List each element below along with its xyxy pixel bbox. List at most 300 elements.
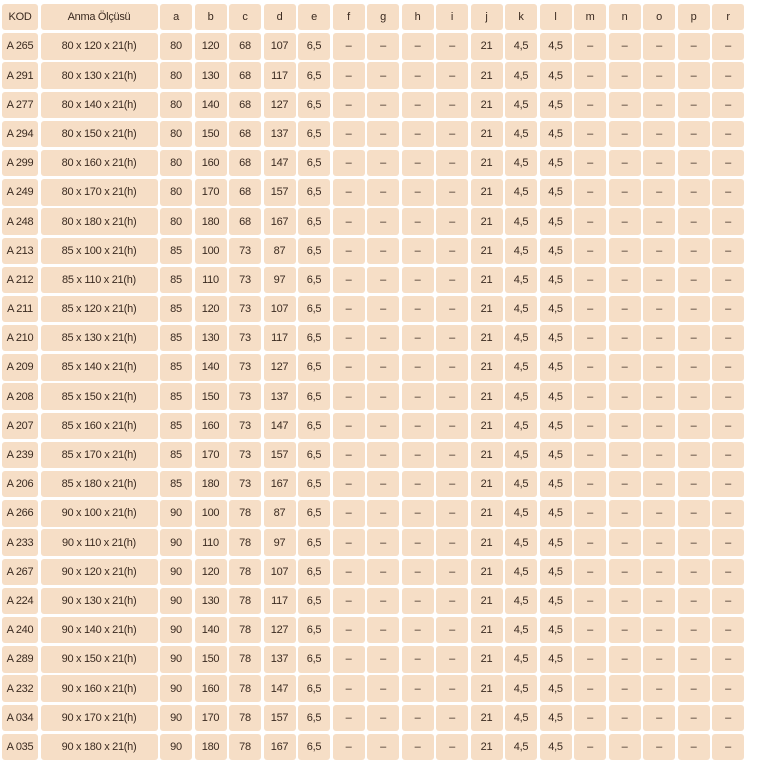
table-cell: 4,5 <box>505 354 537 380</box>
table-cell: 68 <box>229 121 261 147</box>
table-cell: 85 <box>160 354 192 380</box>
table-cell: – <box>367 354 399 380</box>
table-cell: 73 <box>229 471 261 497</box>
row-code-cell: A 207 <box>2 413 38 439</box>
table-cell: – <box>678 471 710 497</box>
table-cell: – <box>574 383 606 409</box>
table-cell: 4,5 <box>540 121 572 147</box>
table-cell: – <box>333 150 365 176</box>
table-cell: – <box>609 238 641 264</box>
table-cell: 4,5 <box>540 413 572 439</box>
table-cell: – <box>333 267 365 293</box>
table-cell: – <box>643 413 675 439</box>
column-header: n <box>609 4 641 30</box>
table-cell: 4,5 <box>540 442 572 468</box>
table-cell: 147 <box>264 150 296 176</box>
table-cell: 73 <box>229 238 261 264</box>
table-cell: – <box>574 121 606 147</box>
table-cell: – <box>333 529 365 555</box>
table-cell: 90 x 160 x 21(h) <box>41 675 158 701</box>
table-cell: 160 <box>195 413 227 439</box>
table-cell: 21 <box>471 121 503 147</box>
table-cell: 73 <box>229 442 261 468</box>
table-cell: 4,5 <box>540 734 572 760</box>
table-cell: – <box>436 734 468 760</box>
table-cell: – <box>436 92 468 118</box>
table-cell: 78 <box>229 675 261 701</box>
table-cell: 85 x 160 x 21(h) <box>41 413 158 439</box>
table-cell: 4,5 <box>505 529 537 555</box>
table-cell: – <box>402 354 434 380</box>
table-cell: – <box>643 529 675 555</box>
table-cell: 140 <box>195 92 227 118</box>
table-cell: – <box>678 121 710 147</box>
table-cell: – <box>333 354 365 380</box>
table-cell: 4,5 <box>540 208 572 234</box>
table-cell: 78 <box>229 588 261 614</box>
table-cell: – <box>678 734 710 760</box>
table-cell: 85 <box>160 238 192 264</box>
row-code-cell: A 233 <box>2 529 38 555</box>
table-cell: 78 <box>229 646 261 672</box>
table-cell: 4,5 <box>505 62 537 88</box>
table-cell: 6,5 <box>298 325 330 351</box>
table-cell: – <box>574 500 606 526</box>
table-cell: 21 <box>471 646 503 672</box>
table-cell: 68 <box>229 150 261 176</box>
table-cell: 73 <box>229 413 261 439</box>
table-cell: 21 <box>471 734 503 760</box>
table-cell: – <box>712 179 744 205</box>
table-cell: – <box>402 296 434 322</box>
table-cell: – <box>574 588 606 614</box>
table-cell: – <box>574 150 606 176</box>
table-cell: – <box>436 383 468 409</box>
table-cell: 78 <box>229 705 261 731</box>
table-cell: 4,5 <box>540 296 572 322</box>
column-header: e <box>298 4 330 30</box>
table-cell: 4,5 <box>540 705 572 731</box>
table-cell: – <box>402 33 434 59</box>
table-cell: 170 <box>195 179 227 205</box>
table-cell: – <box>402 267 434 293</box>
table-cell: 73 <box>229 267 261 293</box>
table-cell: – <box>402 588 434 614</box>
table-cell: – <box>678 588 710 614</box>
table-cell: 4,5 <box>505 238 537 264</box>
table-cell: – <box>609 92 641 118</box>
table-cell: – <box>574 617 606 643</box>
table-cell: – <box>574 705 606 731</box>
table-cell: 4,5 <box>540 92 572 118</box>
table-cell: – <box>678 529 710 555</box>
table-cell: – <box>678 559 710 585</box>
table-cell: 6,5 <box>298 92 330 118</box>
table-cell: – <box>402 121 434 147</box>
table-cell: 78 <box>229 529 261 555</box>
table-cell: 90 x 140 x 21(h) <box>41 617 158 643</box>
table-cell: – <box>402 92 434 118</box>
table-cell: 85 <box>160 413 192 439</box>
table-cell: – <box>678 675 710 701</box>
table-cell: 21 <box>471 675 503 701</box>
table-cell: 4,5 <box>540 588 572 614</box>
table-cell: – <box>712 383 744 409</box>
table-cell: – <box>643 617 675 643</box>
table-cell: – <box>367 296 399 322</box>
table-cell: 6,5 <box>298 150 330 176</box>
table-cell: – <box>402 617 434 643</box>
table-cell: – <box>678 208 710 234</box>
column-header: j <box>471 4 503 30</box>
table-cell: – <box>436 121 468 147</box>
table-cell: 107 <box>264 33 296 59</box>
table-cell: – <box>436 529 468 555</box>
table-cell: 21 <box>471 238 503 264</box>
table-cell: 85 x 150 x 21(h) <box>41 383 158 409</box>
table-cell: 120 <box>195 559 227 585</box>
table-cell: – <box>643 238 675 264</box>
table-cell: 4,5 <box>505 150 537 176</box>
table-cell: – <box>574 471 606 497</box>
table-cell: 107 <box>264 296 296 322</box>
table-cell: – <box>678 705 710 731</box>
table-cell: 68 <box>229 179 261 205</box>
column-header: k <box>505 4 537 30</box>
table-cell: 90 <box>160 588 192 614</box>
table-cell: 4,5 <box>540 617 572 643</box>
table-cell: 4,5 <box>505 325 537 351</box>
table-cell: 6,5 <box>298 529 330 555</box>
table-cell: – <box>333 208 365 234</box>
table-cell: 68 <box>229 33 261 59</box>
table-cell: 4,5 <box>505 92 537 118</box>
table-cell: 90 <box>160 500 192 526</box>
table-cell: 120 <box>195 296 227 322</box>
table-cell: 4,5 <box>540 646 572 672</box>
table-cell: – <box>643 179 675 205</box>
table-cell: 140 <box>195 617 227 643</box>
table-cell: 4,5 <box>540 150 572 176</box>
table-cell: – <box>367 383 399 409</box>
table-cell: 80 x 130 x 21(h) <box>41 62 158 88</box>
table-cell: – <box>609 150 641 176</box>
table-cell: 80 <box>160 121 192 147</box>
row-code-cell: A 294 <box>2 121 38 147</box>
table-cell: 6,5 <box>298 617 330 643</box>
table-cell: – <box>436 413 468 439</box>
column-header: Anma Ölçüsü <box>41 4 158 30</box>
table-cell: 127 <box>264 92 296 118</box>
table-cell: – <box>609 296 641 322</box>
table-cell: – <box>333 559 365 585</box>
column-header: r <box>712 4 744 30</box>
table-cell: – <box>678 413 710 439</box>
row-code-cell: A 277 <box>2 92 38 118</box>
table-cell: 170 <box>195 442 227 468</box>
column-header: d <box>264 4 296 30</box>
table-cell: 167 <box>264 471 296 497</box>
table-cell: 21 <box>471 354 503 380</box>
table-cell: 117 <box>264 588 296 614</box>
table-cell: – <box>333 617 365 643</box>
table-cell: 80 <box>160 150 192 176</box>
table-cell: – <box>609 179 641 205</box>
table-cell: – <box>333 675 365 701</box>
table-cell: – <box>712 442 744 468</box>
table-cell: – <box>712 646 744 672</box>
table-cell: – <box>574 529 606 555</box>
table-cell: 100 <box>195 500 227 526</box>
table-cell: – <box>574 208 606 234</box>
table-cell: – <box>712 529 744 555</box>
table-cell: – <box>609 62 641 88</box>
table-cell: 180 <box>195 734 227 760</box>
table-cell: 4,5 <box>505 559 537 585</box>
table-cell: – <box>367 529 399 555</box>
table-cell: – <box>333 296 365 322</box>
table-cell: 90 <box>160 617 192 643</box>
table-cell: 80 <box>160 208 192 234</box>
table-cell: 21 <box>471 500 503 526</box>
table-cell: – <box>609 325 641 351</box>
table-cell: – <box>678 442 710 468</box>
table-cell: 110 <box>195 529 227 555</box>
table-cell: 87 <box>264 238 296 264</box>
table-cell: 90 x 130 x 21(h) <box>41 588 158 614</box>
table-cell: – <box>678 500 710 526</box>
table-cell: 90 <box>160 646 192 672</box>
table-cell: – <box>678 179 710 205</box>
table-cell: – <box>609 354 641 380</box>
table-cell: – <box>436 150 468 176</box>
table-cell: – <box>367 675 399 701</box>
table-cell: – <box>643 354 675 380</box>
table-cell: – <box>402 705 434 731</box>
row-code-cell: A 035 <box>2 734 38 760</box>
table-cell: – <box>436 442 468 468</box>
table-cell: – <box>609 413 641 439</box>
table-cell: 85 x 140 x 21(h) <box>41 354 158 380</box>
table-cell: – <box>402 325 434 351</box>
table-cell: 85 x 110 x 21(h) <box>41 267 158 293</box>
table-cell: 21 <box>471 705 503 731</box>
column-header: KOD <box>2 4 38 30</box>
table-cell: – <box>712 267 744 293</box>
table-cell: – <box>678 92 710 118</box>
table-cell: – <box>402 675 434 701</box>
table-cell: 85 <box>160 325 192 351</box>
table-cell: 137 <box>264 121 296 147</box>
table-cell: – <box>574 734 606 760</box>
table-cell: – <box>402 646 434 672</box>
table-cell: – <box>712 208 744 234</box>
table-cell: 85 x 170 x 21(h) <box>41 442 158 468</box>
table-cell: 6,5 <box>298 588 330 614</box>
table-cell: – <box>678 617 710 643</box>
table-cell: – <box>574 559 606 585</box>
table-cell: 4,5 <box>505 617 537 643</box>
table-cell: 6,5 <box>298 238 330 264</box>
table-cell: – <box>643 675 675 701</box>
table-cell: – <box>643 208 675 234</box>
table-cell: 6,5 <box>298 413 330 439</box>
table-cell: – <box>574 267 606 293</box>
table-cell: – <box>333 500 365 526</box>
column-header: h <box>402 4 434 30</box>
table-cell: – <box>643 646 675 672</box>
table-cell: 80 <box>160 92 192 118</box>
table-cell: 85 x 100 x 21(h) <box>41 238 158 264</box>
table-cell: 68 <box>229 92 261 118</box>
column-header: g <box>367 4 399 30</box>
table-cell: – <box>609 559 641 585</box>
table-cell: – <box>402 529 434 555</box>
row-code-cell: A 034 <box>2 705 38 731</box>
table-cell: 68 <box>229 62 261 88</box>
table-cell: 4,5 <box>540 33 572 59</box>
table-cell: 6,5 <box>298 121 330 147</box>
table-cell: – <box>643 442 675 468</box>
table-cell: 157 <box>264 179 296 205</box>
table-cell: – <box>574 442 606 468</box>
table-cell: 85 x 120 x 21(h) <box>41 296 158 322</box>
table-cell: – <box>678 150 710 176</box>
table-cell: 80 <box>160 62 192 88</box>
table-cell: 80 <box>160 179 192 205</box>
table-cell: 4,5 <box>540 325 572 351</box>
table-cell: – <box>643 121 675 147</box>
table-cell: – <box>367 646 399 672</box>
row-code-cell: A 224 <box>2 588 38 614</box>
table-cell: 4,5 <box>505 471 537 497</box>
table-cell: – <box>712 413 744 439</box>
table-cell: 21 <box>471 383 503 409</box>
table-cell: 6,5 <box>298 179 330 205</box>
table-cell: 4,5 <box>540 529 572 555</box>
table-cell: – <box>367 500 399 526</box>
table-cell: 180 <box>195 208 227 234</box>
table-cell: – <box>333 179 365 205</box>
row-code-cell: A 299 <box>2 150 38 176</box>
table-cell: – <box>367 325 399 351</box>
table-cell: 167 <box>264 208 296 234</box>
table-cell: 85 x 130 x 21(h) <box>41 325 158 351</box>
table-cell: – <box>678 33 710 59</box>
table-cell: 21 <box>471 559 503 585</box>
table-cell: 21 <box>471 413 503 439</box>
row-code-cell: A 249 <box>2 179 38 205</box>
table-cell: 90 x 120 x 21(h) <box>41 559 158 585</box>
table-cell: – <box>609 617 641 643</box>
table-cell: 6,5 <box>298 646 330 672</box>
table-cell: – <box>402 500 434 526</box>
table-cell: 4,5 <box>505 179 537 205</box>
table-cell: – <box>712 675 744 701</box>
table-cell: 97 <box>264 529 296 555</box>
row-code-cell: A 212 <box>2 267 38 293</box>
table-cell: 4,5 <box>505 500 537 526</box>
table-cell: 4,5 <box>505 734 537 760</box>
table-cell: 78 <box>229 734 261 760</box>
table-cell: 21 <box>471 179 503 205</box>
table-cell: 127 <box>264 354 296 380</box>
table-cell: – <box>367 413 399 439</box>
table-cell: – <box>574 325 606 351</box>
table-cell: – <box>574 179 606 205</box>
row-code-cell: A 239 <box>2 442 38 468</box>
table-cell: – <box>609 675 641 701</box>
row-code-cell: A 232 <box>2 675 38 701</box>
table-cell: – <box>436 471 468 497</box>
table-cell: – <box>402 442 434 468</box>
table-cell: – <box>712 500 744 526</box>
table-cell: – <box>436 179 468 205</box>
column-header: p <box>678 4 710 30</box>
table-cell: – <box>436 62 468 88</box>
table-cell: 21 <box>471 92 503 118</box>
table-cell: 21 <box>471 588 503 614</box>
table-cell: 4,5 <box>540 62 572 88</box>
table-cell: – <box>367 442 399 468</box>
table-cell: – <box>609 383 641 409</box>
table-cell: 4,5 <box>505 675 537 701</box>
table-cell: – <box>574 92 606 118</box>
table-cell: – <box>712 296 744 322</box>
table-cell: 4,5 <box>540 238 572 264</box>
table-cell: 6,5 <box>298 500 330 526</box>
table-cell: – <box>333 646 365 672</box>
table-cell: 6,5 <box>298 442 330 468</box>
table-cell: – <box>678 296 710 322</box>
table-cell: – <box>643 325 675 351</box>
table-cell: – <box>402 734 434 760</box>
table-cell: – <box>333 238 365 264</box>
table-cell: – <box>436 617 468 643</box>
table-cell: – <box>367 617 399 643</box>
table-cell: – <box>436 705 468 731</box>
table-cell: 4,5 <box>505 413 537 439</box>
table-cell: – <box>402 208 434 234</box>
table-cell: 4,5 <box>540 675 572 701</box>
table-cell: – <box>643 588 675 614</box>
table-cell: 6,5 <box>298 705 330 731</box>
table-cell: 85 <box>160 296 192 322</box>
table-cell: 167 <box>264 734 296 760</box>
table-cell: 4,5 <box>540 267 572 293</box>
table-cell: – <box>678 646 710 672</box>
table-cell: – <box>574 646 606 672</box>
table-cell: 21 <box>471 442 503 468</box>
table-cell: – <box>367 208 399 234</box>
table-cell: 117 <box>264 62 296 88</box>
table-cell: 90 x 180 x 21(h) <box>41 734 158 760</box>
table-cell: – <box>678 238 710 264</box>
table-cell: 120 <box>195 33 227 59</box>
table-cell: – <box>643 92 675 118</box>
table-cell: 107 <box>264 559 296 585</box>
table-cell: 160 <box>195 150 227 176</box>
table-cell: 110 <box>195 267 227 293</box>
table-cell: 90 x 110 x 21(h) <box>41 529 158 555</box>
table-cell: 130 <box>195 588 227 614</box>
table-cell: 78 <box>229 617 261 643</box>
table-cell: 6,5 <box>298 354 330 380</box>
table-cell: 4,5 <box>505 208 537 234</box>
table-cell: 21 <box>471 33 503 59</box>
table-cell: 4,5 <box>505 588 537 614</box>
table-cell: – <box>436 646 468 672</box>
